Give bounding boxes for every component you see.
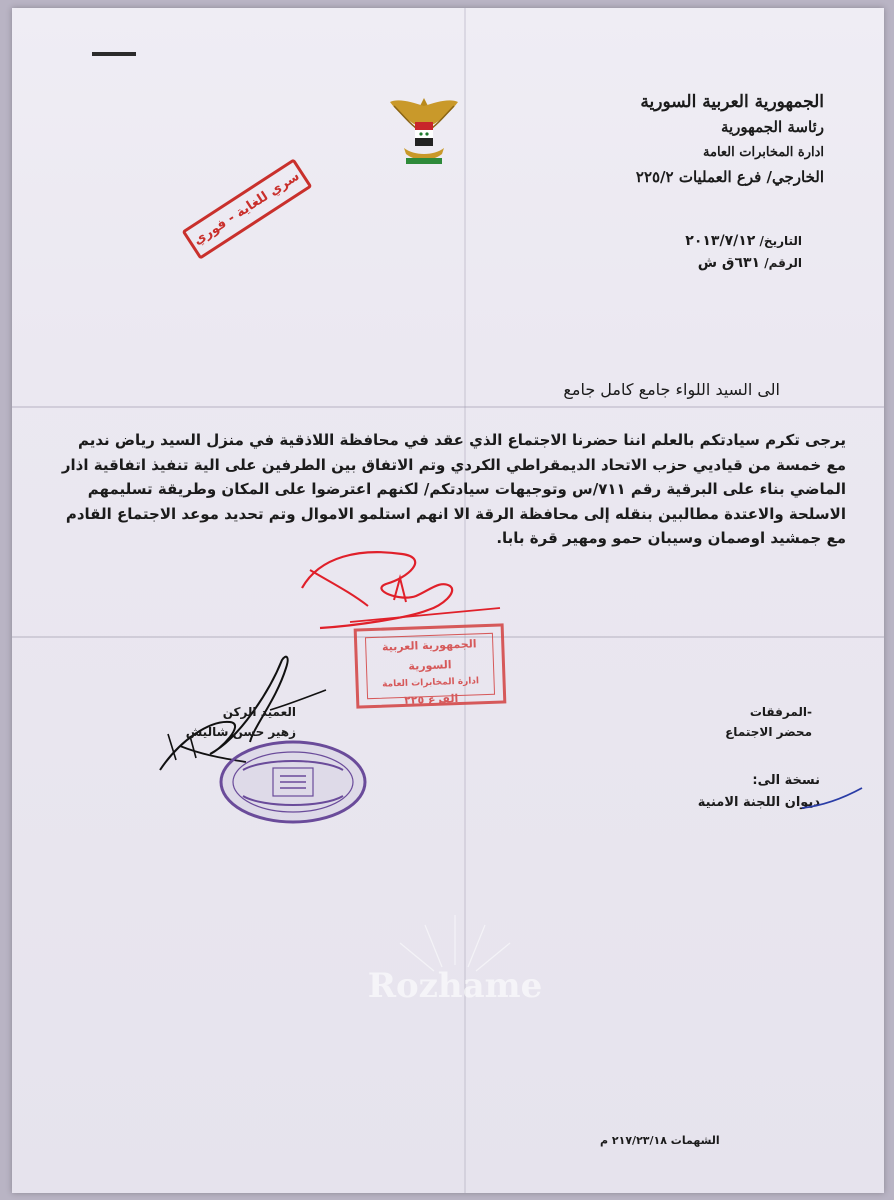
letterhead-directorate: ادارة المخابرات العامة	[703, 145, 824, 160]
attachments-label: -المرفقات	[749, 705, 812, 719]
body-line: الماضي بناء على البرقية رقم ٧١١/س وتوجيهات سيادتكم/ لكنهم اعترضوا على المكان وطريقة تسليمهم	[87, 480, 846, 498]
watermark-text: Rozhame	[367, 966, 543, 1006]
body-line: مع خمسة من قياديي حزب الاتحاد الديمقراطي الكردي وتم الاتفاق بين الطرفين على الية تنفيذ اتفاقية اذار	[61, 455, 846, 474]
top-dash-mark	[92, 52, 136, 56]
letterhead-branch: الخارجي/ فرع العمليات ٢٢٥/٢	[635, 168, 824, 186]
attachments-block	[725, 702, 812, 742]
red-stamp-line: الفرع ٢٢٥	[403, 692, 459, 707]
letterhead	[636, 90, 824, 190]
letterhead-country: الجمهورية العربية السورية	[640, 92, 824, 112]
syrian-eagle-emblem-icon	[384, 92, 464, 172]
red-branch-stamp	[354, 623, 507, 708]
attachments-item: محضر الاجتماع	[725, 725, 812, 739]
date-label: التاريخ/	[759, 234, 802, 248]
purple-seal-stamp	[218, 740, 368, 825]
signer-block	[186, 702, 296, 742]
signer-title: العميد الركن	[222, 705, 296, 719]
number-value: ٦٣١ق ش	[697, 255, 761, 271]
date-value: ٢٠١٣/٧/١٢	[685, 233, 756, 249]
letter-body	[56, 428, 846, 551]
rozhame-watermark	[330, 905, 580, 1045]
body-line: يرجى تكرم سيادتكم بالعلم اننا حضرنا الاجتماع الذي عقد في محافظة اللاذقية في منزل السيد رياض نديم	[77, 431, 846, 449]
fold-line	[12, 406, 884, 408]
red-stamp-line: الجمهورية العربية السورية	[381, 637, 477, 673]
copy-label: نسخة الى:	[752, 773, 820, 788]
copy-item: ديوان اللجنة الامنية	[697, 795, 820, 810]
body-line: مع جمشيد اوصمان وسيبان حمو ومهير قرة بابا.	[496, 529, 846, 547]
red-stamp-frame	[365, 633, 495, 707]
secret-urgent-stamp: سري للغاية - فوري	[182, 158, 313, 259]
blue-pen-mark	[800, 784, 870, 814]
reference-block	[685, 230, 802, 274]
footer-reference: الشهمات ٢١٧/٢٣/١٨ م	[600, 1134, 720, 1147]
letterhead-presidency: رئاسة الجمهورية	[720, 118, 824, 136]
number-label: الرقم/	[764, 256, 802, 270]
signer-name: زهير حسن شاليش	[185, 725, 296, 739]
body-line: الاسلحة والاعتدة مطالبين بنقله إلى محافظة الرقة الا انهم استلمو الاموال وتم تحديد موعد الاجتماع القادم	[65, 504, 846, 523]
addressee: الى السيد اللواء جامع كامل جامع	[563, 380, 780, 399]
red-signature	[290, 548, 505, 633]
red-stamp-line: ادارة المخابرات العامة	[381, 676, 480, 690]
